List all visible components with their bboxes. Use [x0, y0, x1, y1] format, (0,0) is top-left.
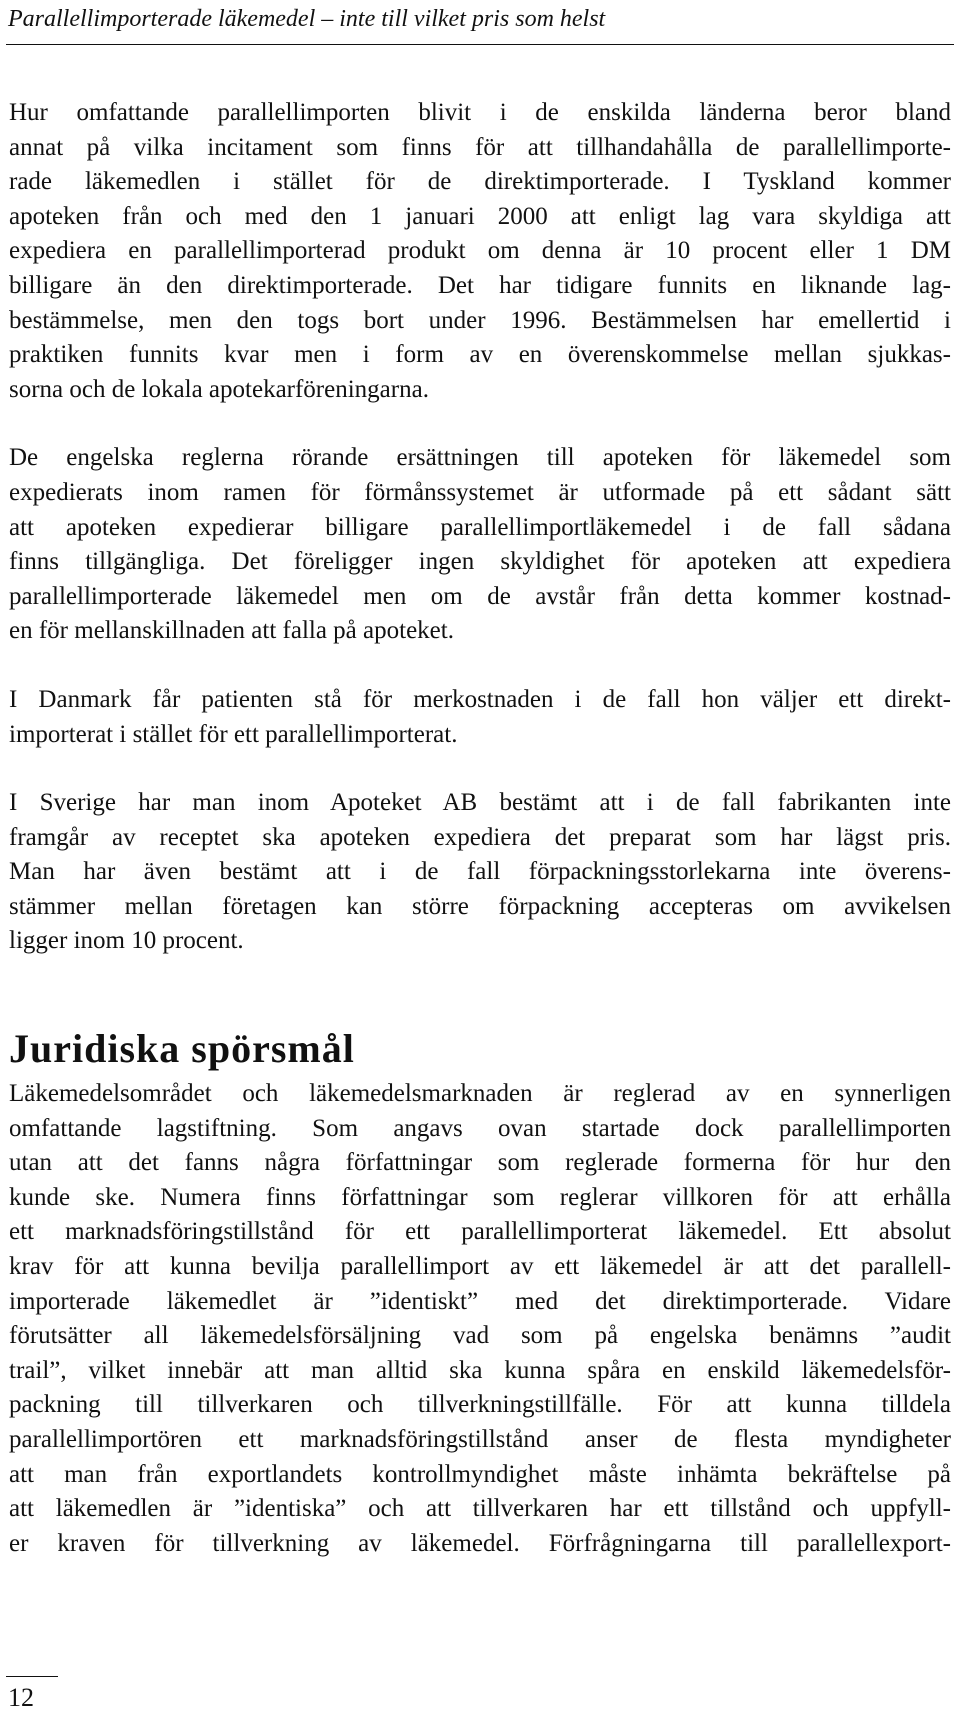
header-rule: [6, 44, 954, 45]
text-line: sorna och de lokala apotekarföreningarna.: [9, 375, 429, 403]
text-line: finns tillgängliga. Det föreligger ingen skyldighet för apoteken att expediera: [9, 548, 951, 576]
text-line: stämmer mellan företagen kan större förpackning accepteras om avvikelsen: [9, 892, 951, 920]
text-line: Man har även bestämt att i de fall förpackningsstorlekarna inte överens-: [9, 858, 951, 886]
text-line: er kraven för tillverkning av läkemedel. Förfrågningarna till parallellexport-: [9, 1529, 951, 1557]
text-line: parallellimporterade läkemedel men om de avstår från detta kommer kostnad-: [9, 582, 951, 610]
text-line: utan att det fanns några författningar som reglerade formerna för hur den: [9, 1149, 951, 1177]
section-spacer: [9, 959, 951, 1025]
text-line: att läkemedlen är ”identiska” och att tillverkaren har ett tillstånd och uppfyll-: [9, 1495, 951, 1523]
paragraph-spacer: [9, 752, 951, 786]
text-line: Läkemedelsområdet och läkemedelsmarknaden är reglerad av en synnerligen: [9, 1080, 951, 1108]
text-line: att man från exportlandets kontrollmyndighet måste inhämta bekräftelse på: [9, 1460, 951, 1488]
text-line: bestämmelse, men den togs bort under 1996. Bestämmelsen har emellertid i: [9, 306, 951, 334]
paragraph-spacer: [9, 649, 951, 683]
text-line: I Danmark får patienten stå för merkostnaden i de fall hon väljer ett direkt-: [9, 685, 951, 713]
text-line: trail”, vilket innebär att man alltid ska kunna spåra en enskild läkemedelsför-: [9, 1356, 951, 1384]
paragraph-spacer: [9, 407, 951, 441]
text-line: att apoteken expedierar billigare parallellimportläkemedel i de fall sådana: [9, 513, 951, 541]
page-body: [9, 96, 951, 1561]
text-line: packning till tillverkaren och tillverkningstillfälle. För att kunna tilldela: [9, 1391, 951, 1419]
paragraph-3: [9, 683, 951, 752]
text-line: ett marknadsföringstillstånd för ett parallellimporterat läkemedel. Ett absolut: [9, 1218, 951, 1246]
paragraph-1: [9, 96, 951, 407]
text-line: praktiken funnits kvar men i form av en överenskommelse mellan sjukkas-: [9, 341, 951, 369]
text-line: rade läkemedlen i stället för de direktimporterade. I Tyskland kommer: [9, 168, 951, 196]
text-line: apoteken från och med den 1 januari 2000 att enligt lag vara skyldiga att: [9, 202, 951, 230]
text-line: importerade läkemedlet är ”identiskt” med det direktimporterade. Vidare: [9, 1287, 951, 1315]
text-line: förutsätter all läkemedelsförsäljning vad som på engelska benämns ”audit: [9, 1322, 951, 1350]
footer-rule: [6, 1676, 58, 1677]
text-line: importerat i stället för ett parallellimporterat.: [9, 720, 458, 748]
text-line: expedierats inom ramen för förmånssystemet är utformade på ett sådant sätt: [9, 478, 951, 506]
paragraph-4: [9, 786, 951, 959]
running-header: Parallellimporterade läkemedel – inte till vilket pris som helst: [8, 6, 606, 32]
text-line: kunde ske. Numera finns författningar som reglerar villkoren för att erhålla: [9, 1183, 951, 1211]
text-line: omfattande lagstiftning. Som angavs ovan startade dock parallellimporten: [9, 1114, 951, 1142]
paragraph-2: [9, 441, 951, 649]
page-number: 12: [8, 1683, 34, 1712]
text-line: I Sverige har man inom Apoteket AB bestämt att i de fall fabrikanten inte: [9, 789, 951, 817]
text-line: parallellimportören ett marknadsföringstillstånd anser de flesta myndigheter: [9, 1426, 951, 1453]
section-paragraph: [9, 1077, 951, 1561]
text-line: krav för att kunna bevilja parallellimport av ett läkemedel är att det parallell-: [9, 1253, 951, 1281]
text-line: Hur omfattande parallellimporten blivit i de enskilda länderna beror bland: [9, 99, 951, 126]
text-line: framgår av receptet ska apoteken expediera det preparat som har lägst pris.: [9, 823, 951, 851]
text-line: De engelska reglerna rörande ersättningen till apoteken för läkemedel som: [9, 444, 951, 472]
text-line: en för mellanskillnaden att falla på apoteket.: [9, 617, 454, 645]
section-heading: Juridiska spörsmål: [9, 1026, 355, 1072]
text-line: ligger inom 10 procent.: [9, 927, 244, 955]
text-line: expediera en parallellimporterad produkt om denna är 10 procent eller 1 DM: [9, 237, 951, 265]
text-line: billigare än den direktimporterade. Det har tidigare funnits en liknande lag-: [9, 271, 951, 299]
text-line: annat på vilka incitament som finns för att tillhandahålla de parallellimporte-: [9, 133, 951, 161]
